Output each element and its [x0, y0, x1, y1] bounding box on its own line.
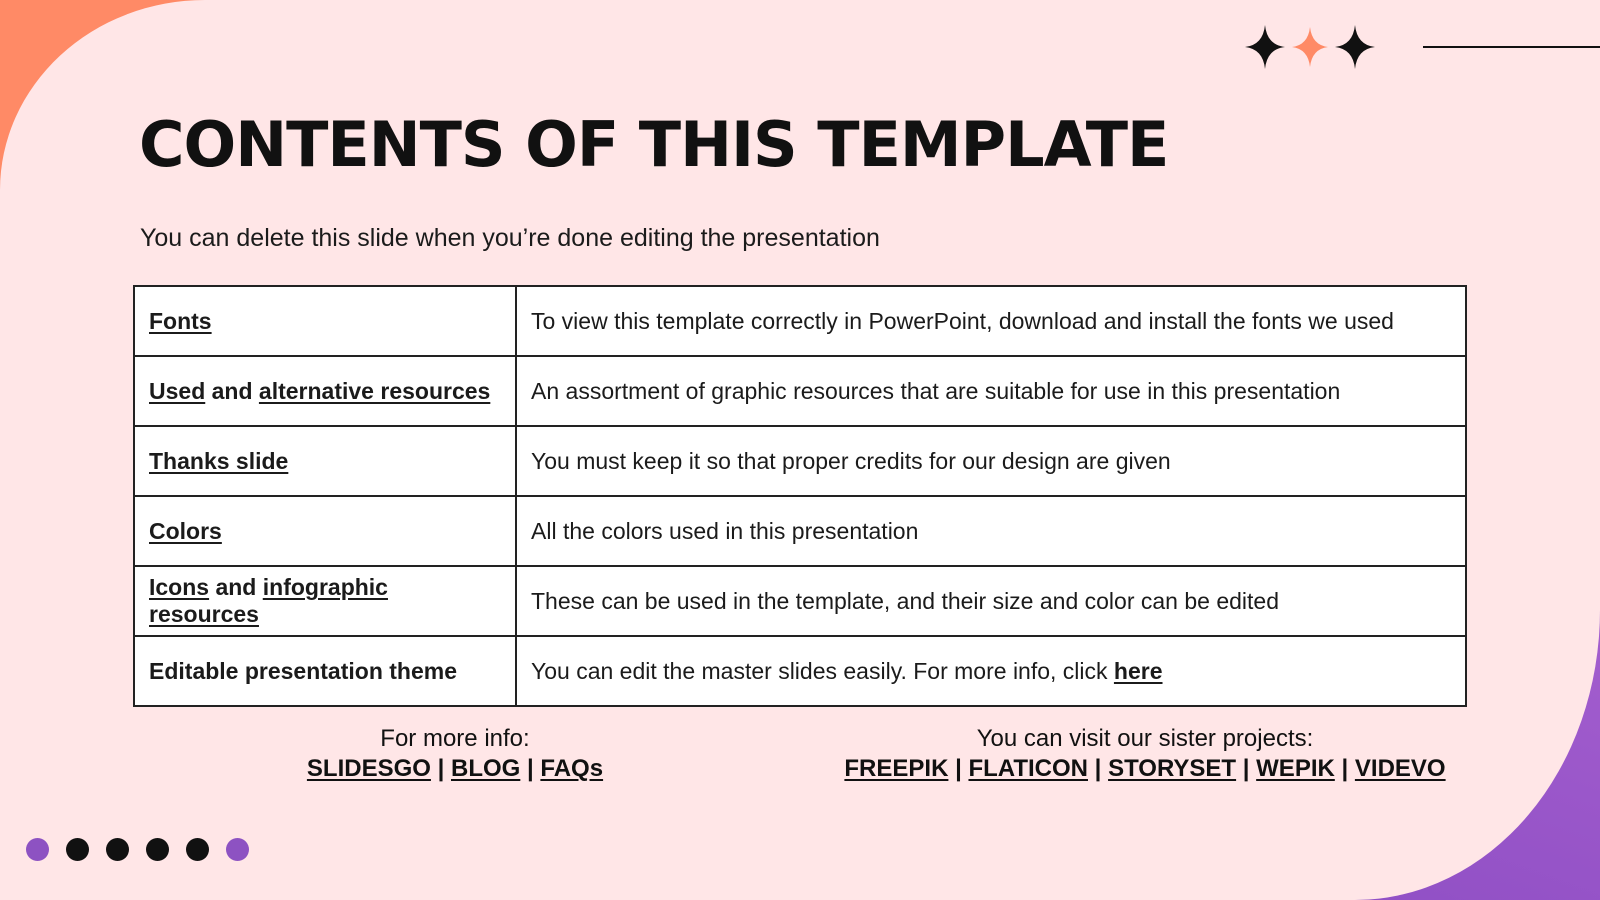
decor-dot — [66, 838, 89, 861]
table-row — [134, 636, 1466, 706]
row-key — [134, 566, 516, 636]
page-subtitle: You can delete this slide when you’re done editing the presentation — [140, 224, 880, 252]
page-title: CONTENTS OF THIS TEMPLATE — [139, 108, 1169, 181]
link-here[interactable]: here — [1113, 657, 1163, 684]
link-storyset[interactable]: STORYSET — [1108, 755, 1237, 782]
decor-dot — [146, 838, 169, 861]
table-row — [134, 496, 1466, 566]
row-key — [134, 356, 516, 426]
link-separator: | — [1088, 755, 1109, 782]
contents-table — [133, 285, 1467, 707]
row-desc: An assortment of graphic resources that are suitable for use in this presentation — [516, 356, 1466, 426]
row-desc — [516, 636, 1466, 706]
link-infographic-resources[interactable]: infographic resources — [149, 574, 388, 627]
row-key — [134, 496, 516, 566]
row-desc: To view this template correctly in PowerPoint, download and install the fonts we used — [516, 286, 1466, 356]
link-faqs[interactable]: FAQs — [540, 755, 604, 782]
row-desc-text: You can edit the master slides easily. For more info, click — [531, 657, 1114, 684]
link-separator: | — [430, 755, 451, 782]
link-blog[interactable]: BLOG — [451, 755, 521, 782]
decor-dot — [26, 838, 49, 861]
footer-more-info — [255, 724, 655, 784]
link-wepik[interactable]: WEPIK — [1256, 755, 1335, 782]
link-flaticon[interactable]: FLATICON — [968, 755, 1088, 782]
footer-links — [255, 754, 655, 784]
link-slidesgo[interactable]: SLIDESGO — [306, 755, 431, 782]
row-desc: All the colors used in this presentation — [516, 496, 1466, 566]
footer-sister-projects — [820, 724, 1470, 784]
sparkle-stars-icon — [1240, 22, 1380, 72]
table-row — [134, 356, 1466, 426]
decor-dot — [226, 838, 249, 861]
link-freepik[interactable]: FREEPIK — [844, 755, 949, 782]
decor-rule-line — [1423, 46, 1600, 48]
row-key — [134, 286, 516, 356]
footer-links — [820, 754, 1470, 784]
row-key: Editable presentation theme — [134, 636, 516, 706]
row-key-joiner: and — [209, 574, 263, 600]
link-fonts[interactable]: Fonts — [149, 307, 212, 334]
link-used[interactable]: Used — [149, 377, 206, 404]
table-row — [134, 286, 1466, 356]
link-thanks-slide[interactable]: Thanks slide — [149, 447, 289, 474]
decor-dot — [186, 838, 209, 861]
footer-label: You can visit our sister projects: — [976, 725, 1314, 752]
link-videvo[interactable]: VIDEVO — [1354, 755, 1446, 782]
link-separator: | — [1334, 755, 1355, 782]
link-separator: | — [1236, 755, 1257, 782]
link-alternative-resources[interactable]: alternative resources — [258, 377, 491, 404]
decor-dot — [106, 838, 129, 861]
table-row — [134, 566, 1466, 636]
link-separator: | — [948, 755, 969, 782]
row-key-joiner: and — [205, 377, 259, 404]
table-row — [134, 426, 1466, 496]
link-separator: | — [520, 755, 541, 782]
row-desc: You must keep it so that proper credits for our design are given — [516, 426, 1466, 496]
row-desc: These can be used in the template, and their size and color can be edited — [516, 566, 1466, 636]
decor-dots — [26, 838, 249, 861]
row-key — [134, 426, 516, 496]
link-colors[interactable]: Colors — [149, 517, 222, 544]
link-icons[interactable]: Icons — [149, 574, 210, 600]
footer-label: For more info: — [380, 725, 530, 752]
